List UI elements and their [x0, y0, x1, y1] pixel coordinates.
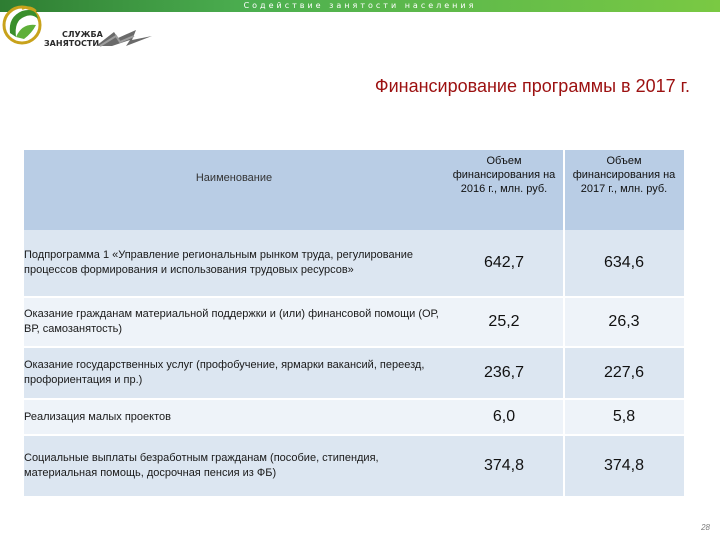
- row-2017: 374,8: [603, 457, 645, 474]
- row-2016: 25,2: [488, 313, 520, 330]
- row-name: Подпрограмма 1 «Управление региональным рынком труда, регулирование процессов формирования и использования трудовых ресурсов»: [24, 249, 413, 276]
- header-name: Наименование: [195, 172, 273, 184]
- logo-arrows-icon: [96, 28, 152, 48]
- row-2017: 26,3: [608, 313, 640, 330]
- row-name: Оказание гражданам материальной поддержки и (или) финансовой помощи (ОР, ВР, самозанятость): [24, 308, 439, 335]
- row-name: Оказание государственных услуг (профобучение, ярмарки вакансий, переезд, профориентация и пр.): [24, 359, 425, 386]
- row-2016: 642,7: [483, 254, 525, 271]
- logo-line-2: ЗАНЯТОСТИ: [44, 39, 100, 48]
- row-2016: 236,7: [483, 364, 525, 381]
- header-2016: Объем финансирования на 2016 г., млн. руб.: [452, 155, 556, 195]
- tagline: Содействие занятости населения: [243, 1, 477, 10]
- row-name: Социальные выплаты безработным гражданам (пособие, стипендия, материальная помощь, досрочная пенсия из ФБ): [24, 452, 379, 479]
- row-name: Реализация малых проектов: [24, 410, 171, 423]
- employment-service-emblem-icon: [2, 3, 46, 51]
- page-number: 28: [701, 523, 710, 532]
- row-2016: 6,0: [492, 408, 516, 425]
- page-title: Финансирование программы в 2017 г.: [374, 76, 690, 96]
- header-2017: Объем финансирования на 2017 г., млн. руб.: [572, 155, 676, 195]
- column-divider: [563, 150, 565, 496]
- row-2017: 5,8: [612, 408, 636, 425]
- row-2017: 634,6: [603, 254, 645, 271]
- row-2016: 374,8: [483, 457, 525, 474]
- row-2017: 227,6: [603, 364, 645, 381]
- logo-line-1: СЛУЖБА: [62, 30, 103, 39]
